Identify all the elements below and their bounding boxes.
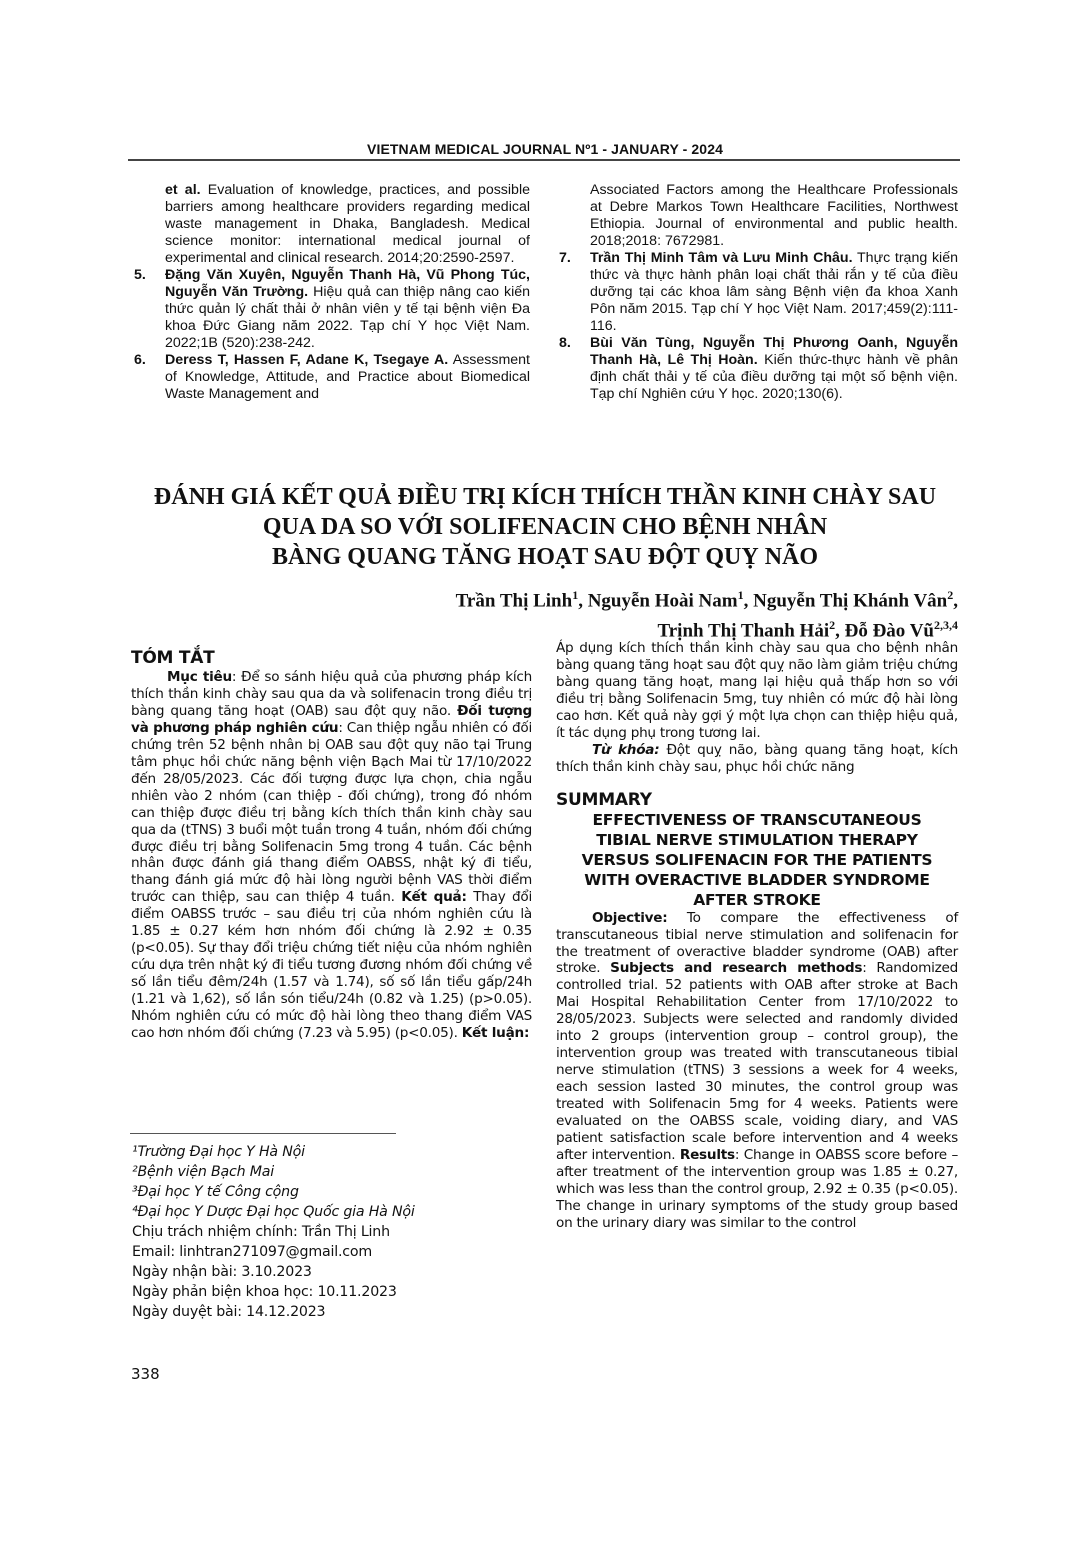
label-methods: Đối tượng và phương pháp nghiên cứu bbox=[131, 702, 533, 736]
label-methods: Subjects and research methods bbox=[610, 960, 863, 977]
author-list bbox=[300, 583, 958, 644]
author-name: Trần Thị Linh bbox=[455, 590, 573, 612]
author-name: Đỗ Đào Vũ bbox=[844, 620, 934, 642]
separator: , bbox=[835, 620, 845, 642]
label-objective: Mục tiêu bbox=[167, 669, 232, 685]
summary-title-line: VERSUS SOLIFENACIN FOR THE PATIENTS bbox=[581, 850, 933, 869]
author-affiliation: 1 bbox=[737, 588, 744, 602]
separator: , bbox=[578, 590, 588, 612]
footnote-rule bbox=[130, 1133, 396, 1134]
separator: , bbox=[953, 590, 958, 612]
reference-item bbox=[557, 335, 958, 403]
ref-text: Thực trạng kiến thức và thực hành phân loại chất thải rắn y tế của điều dưỡng tại các khoa lâm sàng Bệnh viện đa khoa Xanh Pôn năm 2015. Tạp chí Y học Việt Nam. 2017;459(2):111-116. bbox=[590, 250, 958, 334]
text: : Randomized controlled trial. 52 patients with OAB after stroke at Bach Mai Hospital Rehabilitation Center from 17/10/2022 to 28/05/2023. Subjects were selected and randomly divided into 2 groups (intervention group – control group), the intervention group was treated with transcutaneous tibial nerve stimulation (tTNS) 3 sessions a week for 4 weeks, each session lasted 30 minutes, the control group was treated with Solifenacin 5mg for 4 weeks. Patients were evaluated on the OABSS scale, voiding diary, and VAS patient satisfaction scale before intervention and 4 weeks after intervention. bbox=[556, 960, 959, 1163]
ref-text: Associated Factors among the Healthcare Professionals at Debre Markos Town Healthcare Facilities, Northwest Ethiopia. Journal of environmental and public health. 2018;2018: 7672981. bbox=[590, 182, 958, 249]
author-name: Nguyễn Thị Khánh Vân bbox=[753, 590, 948, 612]
text: : Change in OABSS score before – after treatment of the intervention group was 1.85 ± 0.27, which was less than the control group, 2.92 ± 0.35 (p<0.05). The change in urinary symptoms of the study group based on the urinary diary was similar to the control bbox=[556, 1146, 958, 1231]
running-header: VIETNAM MEDICAL JOURNAL Nº1 - JANUARY - 2024 bbox=[367, 141, 723, 157]
corresponding-author: Chịu trách nhiệm chính: Trần Thị Linh bbox=[132, 1224, 390, 1240]
label-results: Kết quả: bbox=[401, 889, 467, 906]
ref-number: 8. bbox=[559, 335, 571, 351]
text: : Để so sánh hiệu quả của phương pháp kích thích thần kinh chày sau qua da và solifenacin trong điều trị bàng quang tăng hoạt (OAB) sau đột quỵ não. bbox=[131, 669, 532, 719]
conclusion-text: Áp dụng kích thích thần kinh chày sau qua cho bệnh nhân bàng quang tăng hoạt sau đột quỵ não làm giảm triệu chứng bàng quang tăng hoạt, mang lại hiệu quả thấp hơn so với điều trị bằng Solifenacin 5mg, tuy nhiên có mức độ hài lòng cao hơn. Kết quả này gợi ý một lựa chọn can thiệp hiệu quả, ít tác dụng phụ trong tương lai. bbox=[556, 640, 958, 741]
reference-continuation bbox=[557, 182, 958, 250]
affiliation: ⁴Đại học Y Dược Đại học Quốc gia Hà Nội bbox=[132, 1204, 415, 1220]
abstract-right-column bbox=[556, 640, 958, 1232]
keywords bbox=[556, 742, 958, 776]
ref-text: Kiến thức-thực hành về phân định chất thải y tế của điều dưỡng tại một số bệnh viện. Tạp chí Nghiên cứu Y học. 2020;130(6). bbox=[590, 352, 958, 402]
title-line: BÀNG QUANG TĂNG HOẠT SAU ĐỘT QUỴ NÃO bbox=[271, 544, 819, 570]
summary-title-line: TIBIAL NERVE STIMULATION THERAPY bbox=[596, 830, 918, 849]
affiliation: ³Đại học Y tế Công cộng bbox=[132, 1184, 299, 1200]
author-name: Nguyễn Hoài Nam bbox=[587, 590, 738, 612]
summary-title-line: EFFECTIVENESS OF TRANSCUTANEOUS bbox=[592, 810, 922, 829]
text: : Can thiệp ngẫu nhiên có đối chứng trên 52 bệnh nhân bị OAB sau đột quỵ não tại Trung tâm phục hồi chức năng bệnh viện Bạch Mai từ 17/10/2022 đến 28/05/2023. Các đối tượng được lựa chọn, chia ngẫu nhiên vào 2 nhóm (can thiệp - đối chứng), trong đó nhóm can thiệp được điều trị bằng kích thích thần kinh chày sau qua da (tTNS) 3 buổi một tuần trong 4 tuần, nhóm đối chứng được điều trị bằng Solifenacin 5mg trong 4 tuần. Các bệnh nhân được đánh giá thang điểm OABSS, nhật ký đi tiểu, thang đánh giá mức độ hài lòng người bệnh VAS thời điểm trước can thiệp, sau can thiệp 4 tuần. bbox=[131, 719, 532, 906]
header-rule bbox=[128, 159, 960, 161]
reference-item bbox=[557, 250, 958, 335]
keywords-label: Từ khóa: bbox=[592, 741, 660, 758]
ref-authors: Bùi Văn Tùng, Nguyễn Thị Phương Oanh, Nguyễn Thanh Hà, Lê Thị Hoàn. bbox=[590, 335, 958, 368]
references-left bbox=[132, 182, 530, 403]
author-affiliation: 2 bbox=[829, 618, 836, 633]
ref-text: Evaluation of knowledge, practices, and possible barriers among healthcare providers regarding medical waste management in Dhaka, Bangladesh. Medical science monitor: international medical journal of experimental and clinical research. 2014;20:2590-2597. bbox=[165, 182, 530, 266]
ref-number: 5. bbox=[134, 267, 146, 283]
reference-item bbox=[132, 352, 530, 403]
email: Email: linhtran271097@gmail.com bbox=[132, 1244, 372, 1260]
abstract-vietnamese bbox=[131, 648, 532, 1042]
separator: , bbox=[743, 590, 754, 612]
ref-authors: Đặng Văn Xuyên, Nguyễn Thanh Hà, Vũ Phong Túc, Nguyễn Văn Trường. bbox=[165, 267, 530, 300]
ref-text: Hiệu quả can thiệp nâng cao kiến thức quản lý chất thải ở nhân viên y tế tại bệnh viện Đa khoa Đức Giang năm 2022. Tạp chí Y học Việt Nam. 2022;1B (520):238-242. bbox=[165, 284, 530, 351]
references-right bbox=[557, 182, 958, 403]
footnotes bbox=[132, 1142, 415, 1322]
ref-authors: Deress T, Hassen F, Adane K, Tsegaye A. bbox=[165, 352, 449, 368]
summary-title bbox=[556, 810, 958, 910]
author-affiliation: 1 bbox=[572, 588, 579, 602]
author-affiliation: 2 bbox=[947, 588, 954, 602]
summary-paragraph bbox=[556, 910, 958, 1232]
section-heading: TÓM TẮT bbox=[131, 648, 215, 668]
affiliation: ¹Trường Đại học Y Hà Nội bbox=[132, 1144, 305, 1160]
author-name: Trịnh Thị Thanh Hải bbox=[657, 620, 830, 642]
ref-authors: et al. bbox=[165, 182, 201, 198]
label-conclusion: Kết luận: bbox=[461, 1025, 530, 1042]
page-number: 338 bbox=[131, 1365, 160, 1383]
date-received: Ngày nhận bài: 3.10.2023 bbox=[132, 1264, 312, 1280]
title-line: QUA DA SO VỚI SOLIFENACIN CHO BỆNH NHÂN bbox=[262, 514, 828, 540]
keywords-text: Đột quỵ não, bàng quang tăng hoạt, kích thích thần kinh chày sau, phục hồi chức năng bbox=[556, 741, 958, 775]
text: Thay đổi điểm OABSS trước – sau điều trị của nhóm nghiên cứu là 1.85 ± 0.27 kém hơn nhóm đối chứng là 2.92 ± 0.35 (p<0.05). Sự thay đổi triệu chứng tiết niệu của nhóm nghiên cứu dựa trên nhật ký đi tiểu tương đương nhóm đối chứng về số lần tiểu đêm/24h (1.57 và 1.74), số số lần tiểu gấp/24h (1.21 và 1,62), số lần són tiểu/24h (0.82 và 1.25) (p>0.05). Nhóm nghiên cứu có mức độ hài lòng theo thang điểm VAS cao hơn nhóm đối chứng (7.23 và 5.95) (p<0.05). bbox=[131, 889, 532, 1042]
summary-title-line: AFTER STROKE bbox=[693, 890, 821, 909]
title-line: ĐÁNH GIÁ KẾT QUẢ ĐIỀU TRỊ KÍCH THÍCH THẦN KINH CHÀY SAU bbox=[153, 484, 937, 510]
reference-continuation bbox=[132, 182, 530, 267]
section-heading: SUMMARY bbox=[556, 789, 652, 810]
reference-item bbox=[132, 267, 530, 352]
affiliation: ²Bệnh viện Bạch Mai bbox=[132, 1164, 275, 1180]
author-affiliation: 2,3,4 bbox=[934, 618, 958, 633]
date-reviewed: Ngày phản biện khoa học: 10.11.2023 bbox=[132, 1284, 397, 1300]
ref-number: 7. bbox=[559, 250, 571, 266]
label-results: Results bbox=[679, 1146, 735, 1163]
date-accepted: Ngày duyệt bài: 14.12.2023 bbox=[132, 1304, 326, 1320]
label-objective: Objective: bbox=[592, 909, 668, 926]
summary-title-line: WITH OVERACTIVE BLADDER SYNDROME bbox=[584, 870, 930, 889]
ref-text: Assessment of Knowledge, Attitude, and Practice about Biomedical Waste Management and bbox=[165, 352, 530, 402]
ref-number: 6. bbox=[134, 352, 146, 368]
ref-authors: Trần Thị Minh Tâm và Lưu Minh Châu. bbox=[590, 250, 853, 266]
article-title bbox=[130, 482, 960, 572]
text: To compare the effectiveness of transcutaneous tibial nerve stimulation and solifenacin for the treatment of overactive bladder syndrome (OAB) after stroke. bbox=[556, 909, 958, 977]
abstract-paragraph bbox=[131, 669, 532, 1042]
